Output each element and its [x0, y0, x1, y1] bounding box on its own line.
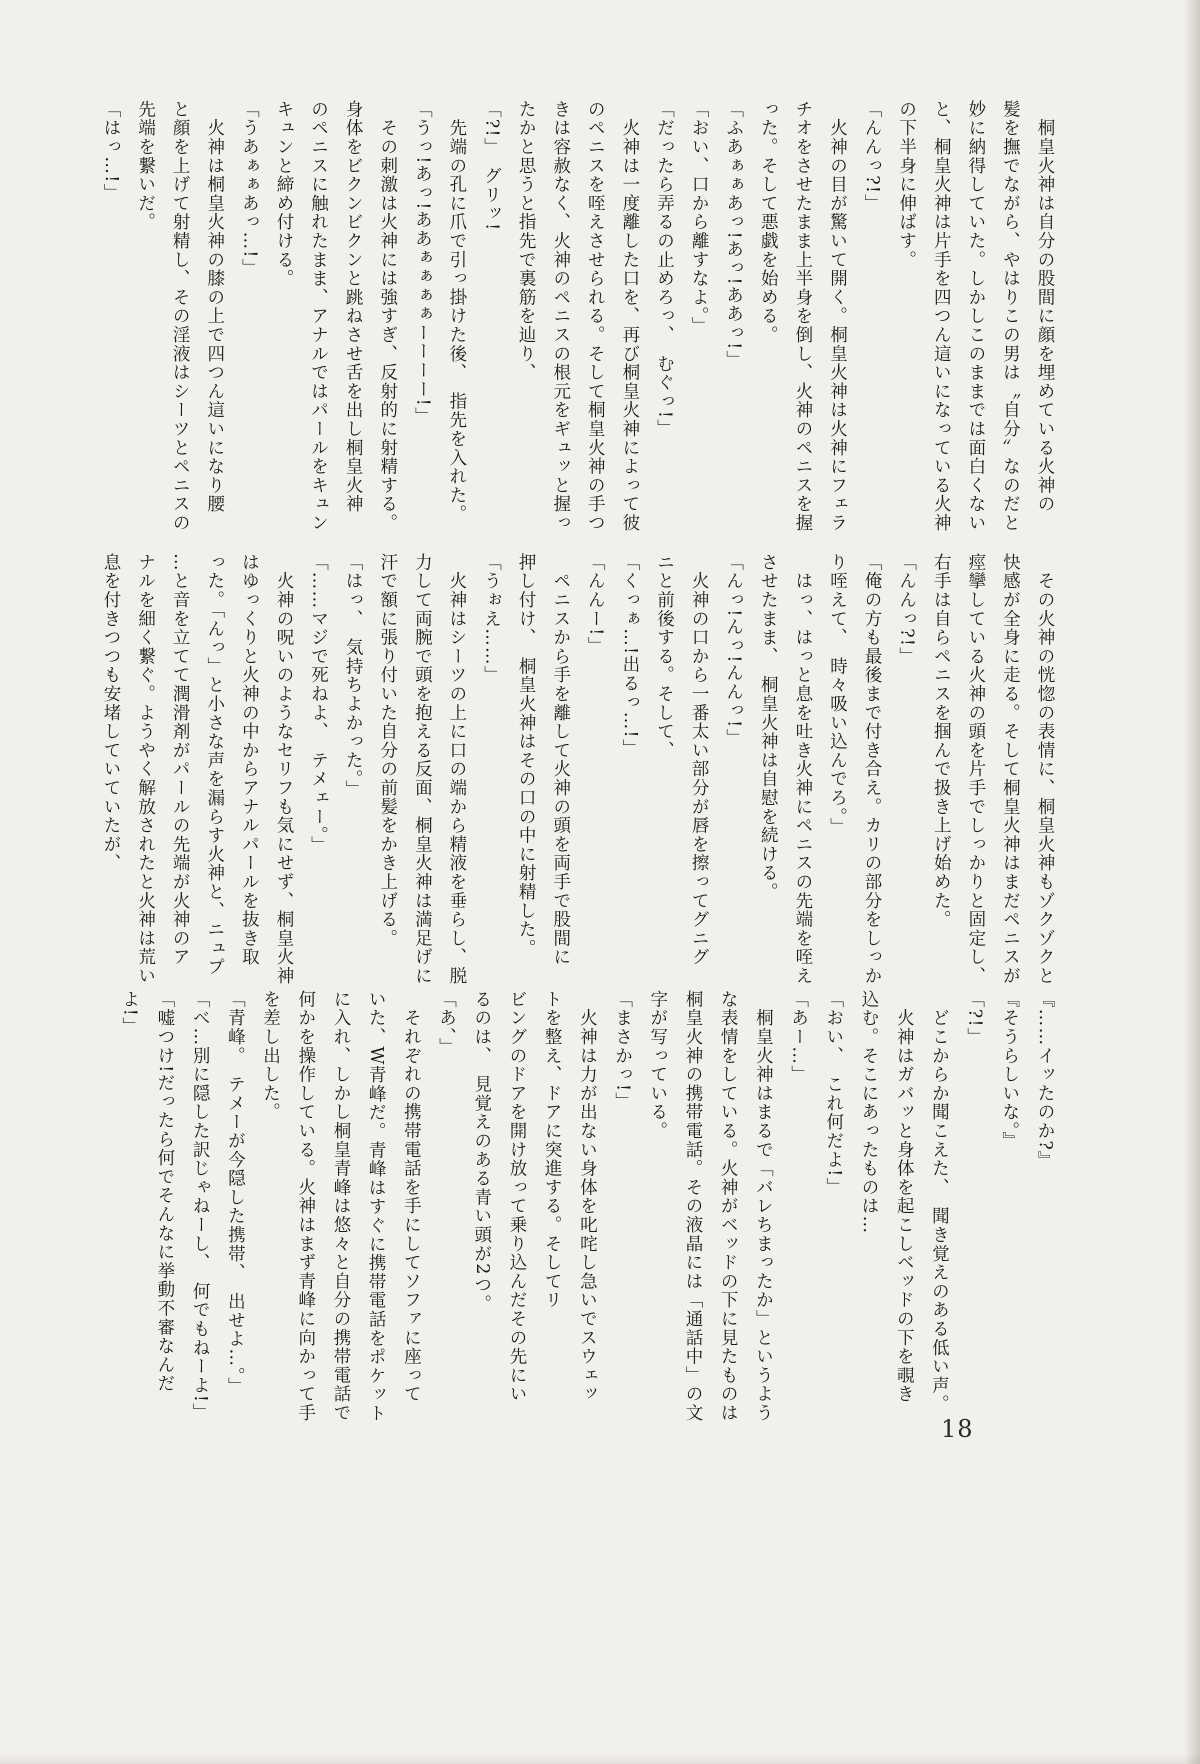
text-column: った。「んっ」と小さな声を漏らす火神と、ニュプ	[204, 553, 225, 977]
text-column: きは容赦なく、火神のペニスの根元をギュッと握っ	[550, 100, 571, 533]
text-column: 火神はガバッと身体を起こしベッドの下を覗き	[894, 990, 915, 1404]
text-column: 先端を繋いだ。	[135, 100, 156, 232]
text-column: 火神は力が出ない身体を叱咤し急いでスウェッ	[577, 990, 598, 1404]
text-column: 「……マジで死ねよ、 テメェー。」	[308, 553, 329, 856]
text-column: 痙攣している火神の頭を片手でしっかりと固定し、	[965, 553, 986, 986]
text-block-bottom	[112, 990, 1062, 1462]
text-column: 火神は一度離した口を、再び桐皇火神によって彼	[619, 100, 640, 533]
text-column: 「んんっ?!」	[896, 553, 917, 667]
text-column: よ!」	[119, 990, 140, 1036]
text-column: 「あー…」	[788, 990, 809, 1084]
text-column: 桐皇火神は自分の股間に顔を埋めている火神の	[1035, 100, 1055, 514]
text-column: その刺激は火神には強すぎ、反射的に射精する。	[377, 100, 398, 533]
text-column: 押し付け、 桐皇火神はその口の中に射精した。	[516, 553, 537, 958]
text-column: させたまま、 桐皇火神は自慰を続ける。	[758, 553, 779, 902]
text-column: 「はっ…!」	[100, 100, 121, 203]
text-column: と、桐皇火神は片手を四つん這いになっている火神	[931, 100, 952, 533]
text-column: るのは、 見覚えのある青い頭が2つ。	[471, 990, 492, 1314]
text-column: …と音を立てて潤滑剤がパールの先端が火神のア	[170, 553, 191, 967]
text-column: 桐皇火神はまるで「バレちまったか」というよう	[753, 990, 774, 1423]
text-column: 「青峰。 テメーが今隠した携帯、 出せよ…。」	[225, 990, 246, 1397]
text-column: 何かを操作している。火神はまず青峰に向かって手	[295, 990, 316, 1423]
text-column: った。そして悪戯を始める。	[758, 100, 779, 345]
text-column: と顔を上げて射精し、その淫液はシーツとペニスの	[170, 100, 191, 533]
text-column: はっ、はっと息を吐き火神にペニスの先端を咥え	[792, 553, 813, 986]
text-column: 桐皇火神の携帯電話。その液晶には「通話中」の文	[682, 990, 703, 1423]
text-column: キュンと締め付ける。	[273, 100, 294, 288]
text-column: の下半身に伸ばす。	[896, 100, 917, 270]
text-column: 妙に納得していた。しかしこのままでは面白くない	[965, 100, 986, 533]
text-column: 「んっ!んっ!んんっ!」	[723, 553, 744, 748]
text-column: はゆっくりと火神の中からアナルパールを抜き取	[239, 553, 260, 967]
text-column: ビングのドアを開け放って乗り込んだその先にい	[506, 990, 527, 1404]
text-column: 『……イッたのか?』	[1035, 990, 1055, 1170]
text-column: ナルを細く繋ぐ。ようやく解放されたと火神は荒い	[135, 553, 156, 986]
text-column: 「はっ、 気持ちよかった。」	[343, 553, 364, 799]
text-column: 火神の呪いのようなセリフも気にせず、桐皇火神	[273, 553, 294, 986]
text-column: 火神は桐皇火神の膝の上で四つん這いになり腰	[204, 100, 225, 514]
text-column: 字が写っている。	[647, 990, 668, 1141]
text-column: いた、W青峰だ。青峰はすぐに携帯電話をポケット	[366, 990, 387, 1423]
text-column: 「うっ!あっ!ああぁぁぁぁーーーー!」	[412, 100, 433, 426]
text-column: 「べ…別に隠した訳じゃねーし、 何でもねーよ!」	[190, 990, 211, 1422]
text-column: 息を付きつつも安堵していていたが、	[100, 553, 121, 873]
text-column: ニと前後する。そして、	[654, 553, 675, 760]
text-column: のペニスに触れたまま、アナルではパールをキュン	[308, 100, 329, 533]
text-column: その火神の恍惚の表情に、桐皇火神もゾクゾクと	[1035, 553, 1055, 986]
scan-edge-shadow-bottom	[0, 1754, 1200, 1764]
text-column: 「?!」	[964, 990, 985, 1047]
text-column: 「おい、口から離すなよ。」	[689, 100, 710, 336]
text-column: な表情をしている。火神がベッドの下に見たものは	[718, 990, 739, 1423]
text-column: 「まさかっ!」	[612, 990, 633, 1112]
text-column: 「んんー!」	[585, 553, 606, 656]
text-column: 「だったら弄るの止めろっ、 むぐっ!」	[654, 100, 675, 438]
text-block-top	[93, 100, 1062, 542]
text-column: 「?!」 グリッ!	[481, 100, 502, 232]
text-column: 「嘘つけ!だったら何でそんなに挙動不審なんだ	[154, 990, 175, 1394]
text-column: 力して両腕で頭を抱える反面、桐皇火神は満足げに	[412, 553, 433, 986]
text-column: 「んんっ?!」	[862, 100, 883, 214]
text-column: 身体をビクンビクンと跳ねさせ舌を出し桐皇火神	[343, 100, 364, 514]
text-column: 「うぉえ……」	[481, 553, 502, 685]
text-column: 「ふあぁぁあっ!あっ!ああっ!」	[723, 100, 744, 370]
text-column: 「あ、」	[436, 990, 457, 1057]
text-column: り咥えて、 時々吸い込んでろ。」	[827, 553, 848, 837]
text-column: 火神の口から一番太い部分が唇を擦ってグニグ	[689, 553, 710, 967]
text-column: トを整え、ドアに突進する。そしてリ	[542, 990, 563, 1310]
text-block-middle	[93, 553, 1062, 989]
text-column: 「おい、 これ何だよ!」	[823, 990, 844, 1197]
scan-edge-shadow-right	[1184, 0, 1200, 1764]
text-column: 「俺の方も最後まで付き合え。カリの部分をしっか	[862, 553, 883, 986]
text-column: 火神の目が驚いて開く。桐皇火神は火神にフェラ	[827, 100, 848, 533]
text-column: 汗で額に張り付いた自分の前髪をかき上げる。	[377, 553, 398, 948]
text-column: どこからか聞こえた、 聞き覚えのある低い声。	[929, 990, 950, 1414]
text-column: 快感が全身に走る。そして桐皇火神はまだペニスが	[1000, 553, 1021, 986]
text-column: ペニスから手を離して火神の頭を両手で股間に	[550, 553, 571, 967]
text-column: のペニスを咥えさせられる。そして桐皇火神の手つ	[585, 100, 606, 533]
text-column: 火神はシーツの上に口の端から精液を垂らし、脱	[446, 553, 467, 986]
text-column: 「うあぁぁあっ…!」	[239, 100, 260, 278]
text-column: を差し出した。	[260, 990, 281, 1122]
text-column: に入れ、しかし桐皇青峰は悠々と自分の携帯電話で	[330, 990, 351, 1423]
text-column: 「くっぁ…!出るっ…!」	[619, 553, 640, 758]
text-column: たかと思うと指先で裏筋を辿り、	[516, 100, 537, 382]
text-column: 先端の孔に爪で引っ掛けた後、 指先を入れた。	[446, 100, 467, 524]
text-column: 込む。そこにあったものは…	[858, 990, 879, 1235]
text-column: チオをさせたまま上半身を倒し、火神のペニスを握	[792, 100, 813, 533]
text-column: 右手は自らペニスを掴んで扱き上げ始めた。	[931, 553, 952, 929]
text-column: 髪を撫でながら、やはりこの男は〝自分〟なのだと	[1000, 100, 1021, 533]
text-column: 『そうらしいな。』	[999, 990, 1020, 1151]
page-number: 18	[941, 1415, 974, 1443]
text-column: それぞれの携帯電話を手にしてソファに座って	[401, 990, 422, 1404]
